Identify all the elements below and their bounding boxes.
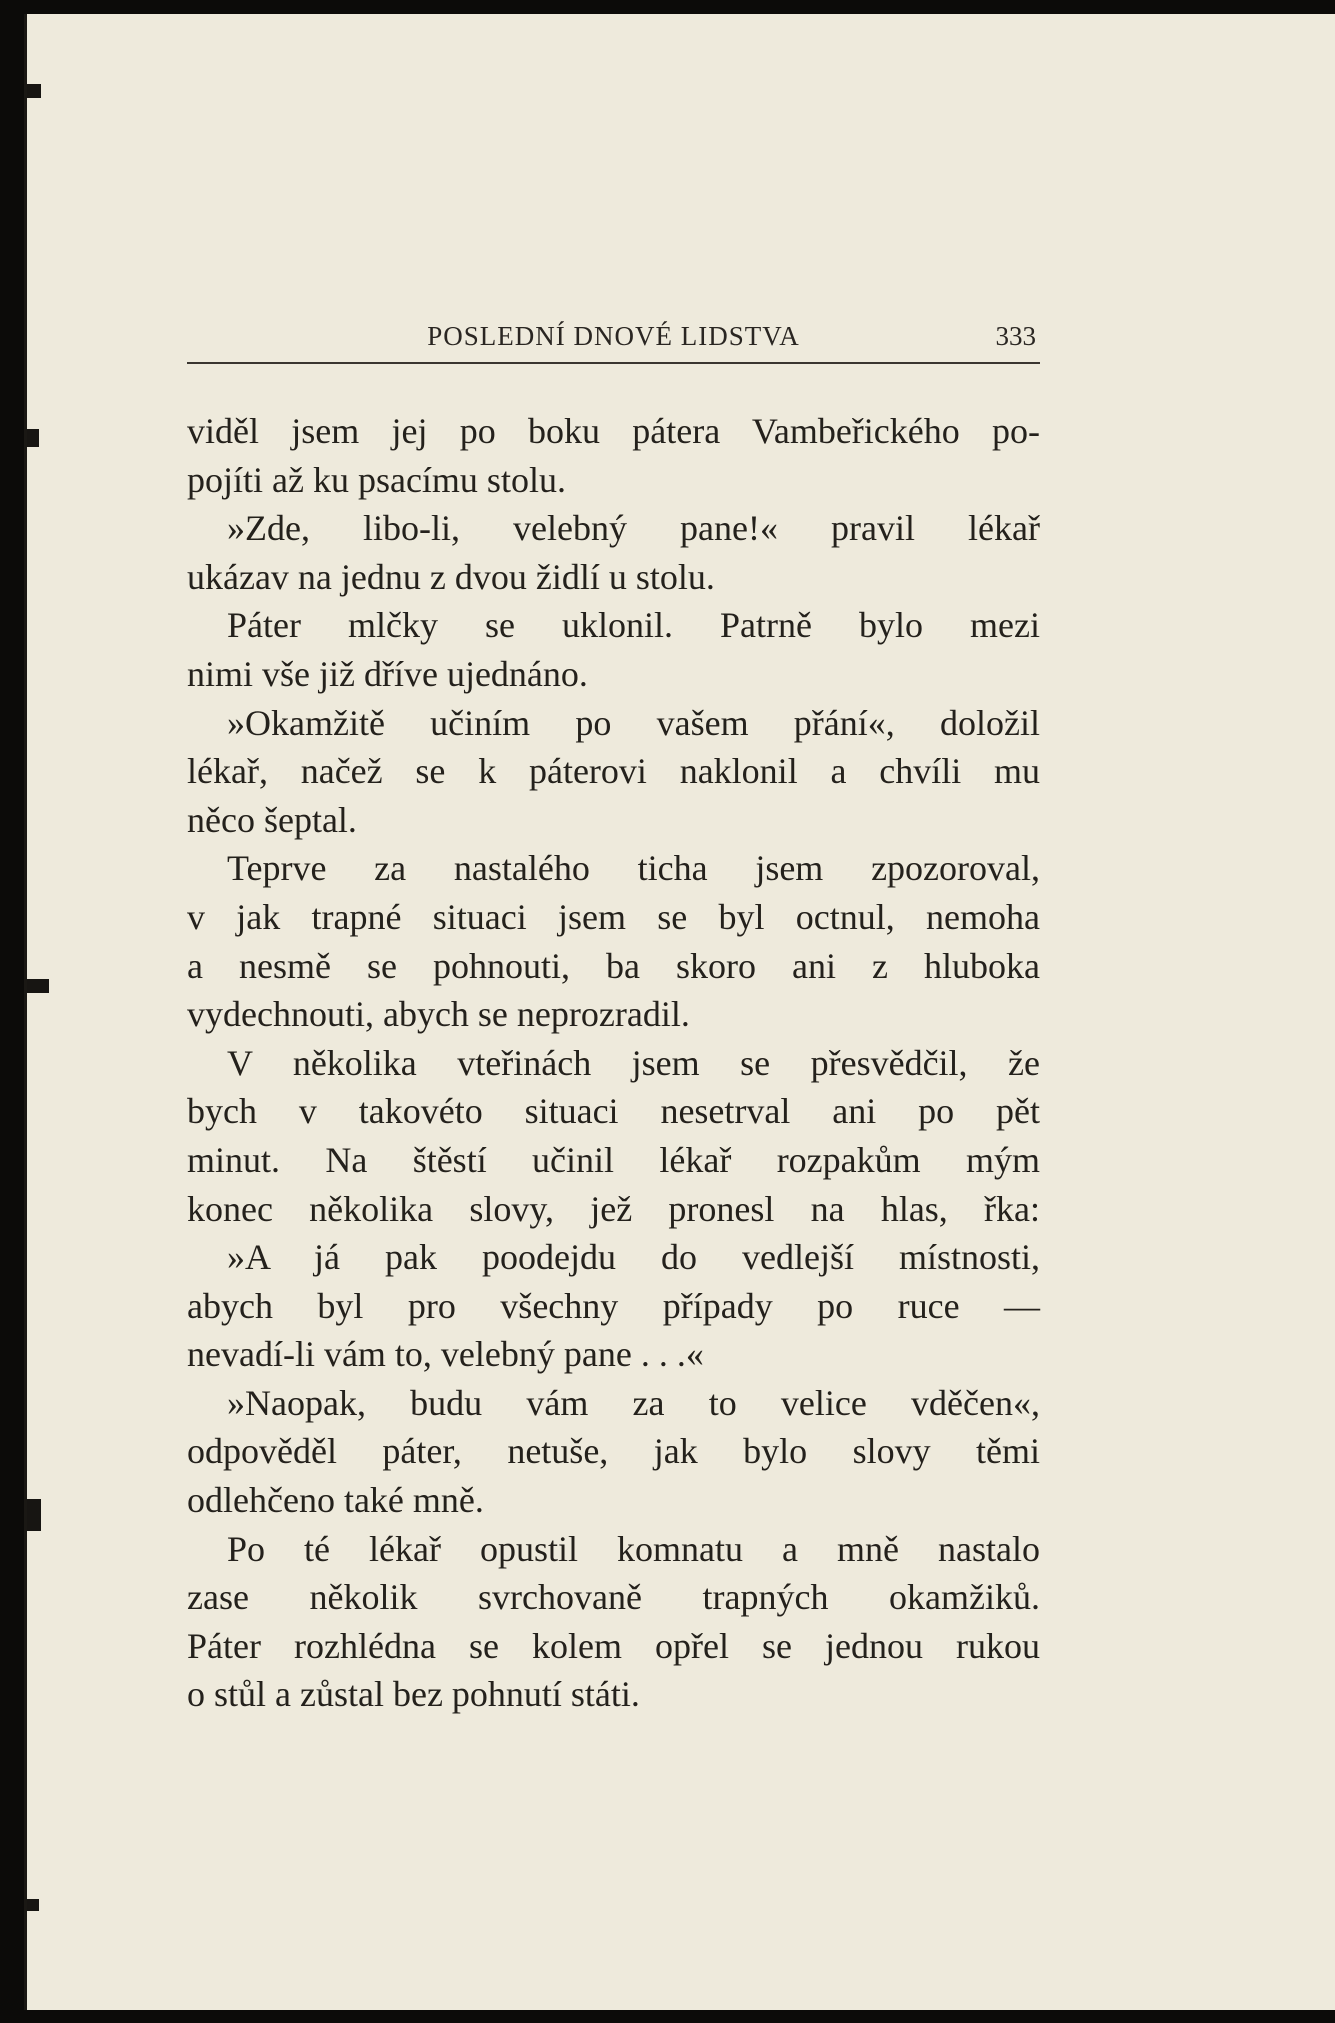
text-line: Páter mlčky se uklonil. Patrně bylo mezi: [227, 605, 1040, 646]
text-line: vydechnouti, abych se neprozradil.: [187, 994, 690, 1035]
text-line: něco šeptal.: [187, 799, 357, 840]
text-line: viděl jsem jej po boku pátera Vambeřického po-: [187, 411, 1040, 451]
text-line: nevadí-li vám to, velebný pane . . .«: [187, 1334, 704, 1375]
text-line: ukázav na jednu z dvou židlí u stolu.: [187, 556, 715, 597]
text-line: odpověděl páter, netuše, jak bylo slovy těmi: [187, 1431, 1040, 1472]
text-line: Páter rozhlédna se kolem opřel se jednou rukou: [187, 1625, 1040, 1666]
text-line: odlehčeno také mně.: [187, 1480, 484, 1521]
text-line: a nesmě se pohnouti, ba skoro ani z hluboka: [187, 945, 1040, 986]
text-line: abych byl pro všechny případy po ruce —: [187, 1285, 1040, 1326]
text-line: pojíti až ku psacímu stolu.: [187, 459, 566, 500]
text-line: zase několik svrchovaně trapných okamžiků.: [187, 1577, 1040, 1618]
text-line: V několika vteřinách jsem se přesvědčil, že: [227, 1042, 1040, 1083]
text-line: »Naopak, budu vám za to velice vděčen«,: [227, 1382, 1040, 1423]
binding-mark: [27, 84, 41, 98]
body-text: [187, 407, 1040, 1719]
text-line: nimi vše již dříve ujednáno.: [187, 653, 588, 694]
running-head: [187, 318, 1040, 364]
binding-mark: [27, 429, 39, 447]
text-line: »Zde, libo-li, velebný pane!« pravil lékař: [227, 508, 1040, 549]
text-line: lékař, načež se k páterovi naklonil a chvíli mu: [187, 751, 1040, 792]
text-line: »Okamžitě učiním po vašem přání«, doložil: [227, 702, 1040, 743]
text-line: Po té lékař opustil komnatu a mně nastalo: [227, 1528, 1040, 1569]
text-line: konec několika slovy, jež pronesl na hlas, řka:: [187, 1188, 1040, 1229]
text-line: bych v takovéto situaci nesetrval ani po pět: [187, 1091, 1040, 1132]
binding-mark: [27, 1899, 39, 1911]
text-line: v jak trapné situaci jsem se byl octnul, nemoha: [187, 896, 1040, 937]
binding-mark: [27, 979, 49, 993]
running-head-title: POSLEDNÍ DNOVÉ LIDSTVA: [427, 321, 800, 351]
page-number: 333: [995, 321, 1036, 351]
text-line: o stůl a zůstal bez pohnutí státi.: [187, 1674, 640, 1715]
binding-mark: [27, 1499, 41, 1531]
text-line: Teprve za nastalého ticha jsem zpozoroval,: [227, 848, 1040, 889]
text-line: »A já pak poodejdu do vedlejší místnosti,: [227, 1237, 1040, 1278]
text-line: minut. Na štěstí učinil lékař rozpakům mým: [187, 1139, 1040, 1180]
